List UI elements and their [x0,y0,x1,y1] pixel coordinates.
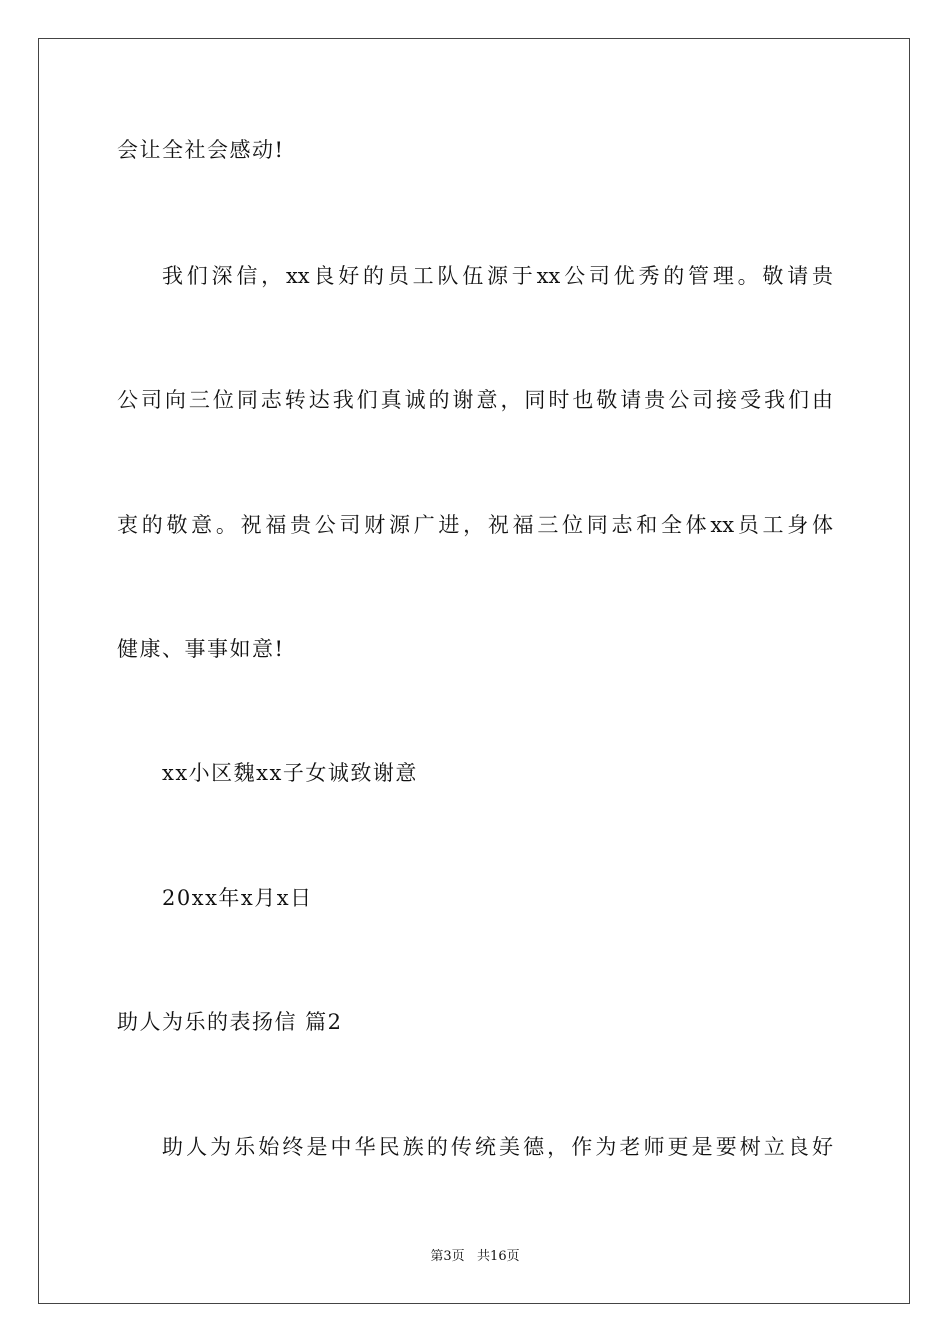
paragraph-line: 健康、事事如意! [117,637,285,661]
paragraph-line: 会让全社会感动! [117,138,285,162]
date-line: 20xx年x月x日 [162,886,313,910]
signature-line: xx小区魏xx子女诚致谢意 [162,761,418,785]
section-heading: 助人为乐的表扬信 篇2 [117,1010,343,1034]
paragraph-line: 我们深信，xx良好的员工队伍源于xx公司优秀的管理。敬请贵 [162,264,833,288]
paragraph-line: 助人为乐始终是中华民族的传统美德，作为老师更是要树立良好 [162,1135,833,1159]
paragraph-line: 衷的敬意。祝福贵公司财源广进，祝福三位同志和全体xx员工身体 [117,513,833,537]
page-frame [38,38,910,1304]
page-footer: 第3页 共16页 [430,1249,520,1264]
paragraph-line: 公司向三位同志转达我们真诚的谢意，同时也敬请贵公司接受我们由 [117,388,833,412]
